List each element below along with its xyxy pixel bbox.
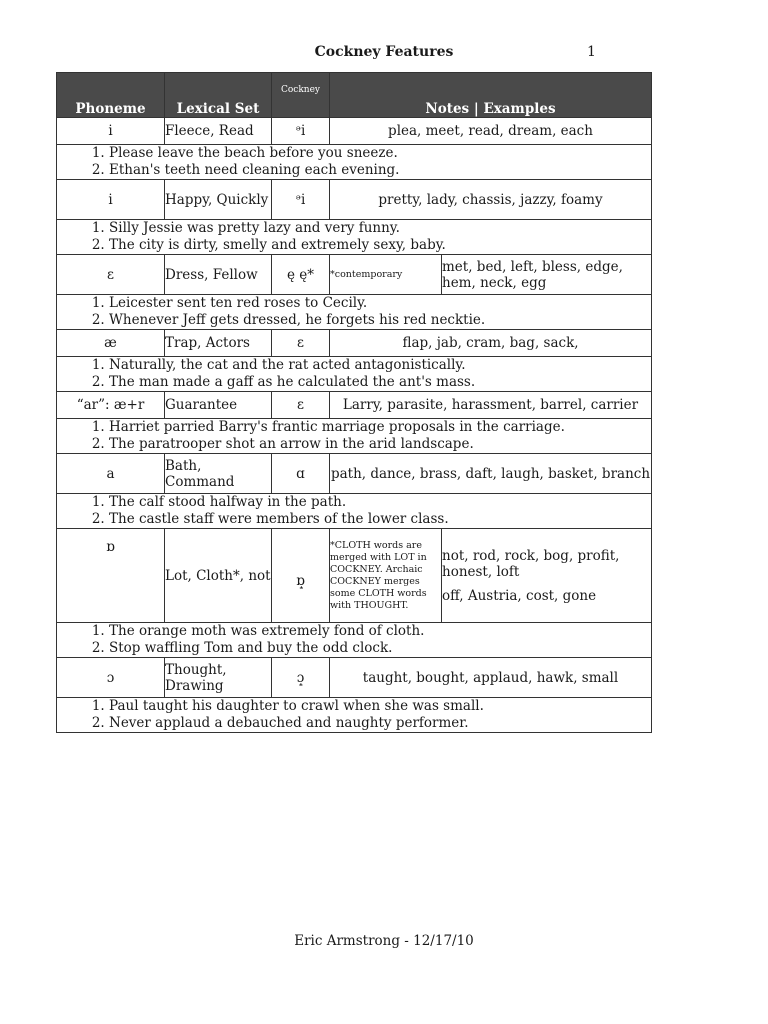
sentence-item: 1. The calf stood halfway in the path.: [109, 494, 651, 511]
sentence-item: 2. Ethan's teeth need cleaning each evening.: [109, 162, 651, 179]
lexical-set-cell: Lot, Cloth*, not: [165, 529, 272, 623]
sentence-item: 1. Harriet parried Barry's frantic marriage proposals in the carriage.: [109, 419, 651, 436]
sentences-row: [57, 419, 652, 454]
table-row: [57, 454, 652, 494]
sentences-row: [57, 295, 652, 330]
header-cockney: Cockney: [272, 73, 330, 118]
examples-cloth: off, Austria, cost, gone: [442, 587, 597, 604]
cockney-cell: ᵊi: [272, 180, 330, 220]
sentence-item: 2. The city is dirty, smelly and extremely sexy, baby.: [109, 237, 651, 254]
table-row: [57, 330, 652, 357]
sentence-item: 2. The paratrooper shot an arrow in the arid landscape.: [109, 436, 651, 453]
lexical-set-cell: Fleece, Read: [165, 118, 272, 145]
cockney-features-table: [56, 72, 652, 733]
phoneme-cell: ɔ: [57, 658, 165, 698]
sentence-item: 1. Leicester sent ten red roses to Cecily.: [109, 295, 651, 312]
lexical-set-cell: Dress, Fellow: [165, 255, 272, 295]
sentences-row: [57, 623, 652, 658]
table-row: [57, 529, 652, 623]
header-notes-examples: Notes | Examples: [330, 73, 652, 118]
examples-cell: Larry, parasite, harassment, barrel, carrier: [330, 392, 652, 419]
table-row: [57, 392, 652, 419]
cockney-cell: ɔ̝: [272, 658, 330, 698]
phoneme-cell: æ: [57, 330, 165, 357]
table-row: [57, 658, 652, 698]
lexical-set-cell: Guarantee: [165, 392, 272, 419]
phoneme-cell: i: [57, 118, 165, 145]
phoneme-cell: ɒ: [57, 529, 165, 623]
phoneme-cell: ɛ: [57, 255, 165, 295]
examples-cell: met, bed, left, bless, edge, hem, neck, egg: [442, 255, 652, 295]
table-row: [57, 118, 652, 145]
examples-lot: not, rod, rock, bog, profit, honest, loft: [442, 547, 620, 580]
lexical-set-cell: Happy, Quickly: [165, 180, 272, 220]
phoneme-cell: i: [57, 180, 165, 220]
header-phoneme: Phoneme: [57, 73, 165, 118]
table-header-row: [57, 73, 652, 118]
sentence-item: 2. The castle staff were members of the lower class.: [109, 511, 651, 528]
phoneme-cell: “ar”: æ+r: [57, 392, 165, 419]
cockney-cell: ᵊi: [272, 118, 330, 145]
examples-cell: path, dance, brass, daft, laugh, basket, branch: [330, 454, 652, 494]
examples-cell: plea, meet, read, dream, each: [330, 118, 652, 145]
sentence-item: 2. Stop waffling Tom and buy the odd clock.: [109, 640, 651, 657]
sentence-item: 1. Silly Jessie was pretty lazy and very funny.: [109, 220, 651, 237]
cockney-cell: ɑ: [272, 454, 330, 494]
sentence-item: 1. Paul taught his daughter to crawl when she was small.: [109, 698, 651, 715]
sentence-item: 2. Never applaud a debauched and naughty performer.: [109, 715, 651, 732]
cockney-cell: ɒ̝: [272, 529, 330, 623]
sentences-row: [57, 357, 652, 392]
sentences-row: [57, 220, 652, 255]
footer-author-date: Eric Armstrong - 12/17/10: [294, 933, 474, 949]
cockney-cell: ę ę*: [272, 255, 330, 295]
sentences-row: [57, 698, 652, 733]
lexical-set-cell: Thought, Drawing: [165, 658, 272, 698]
cockney-cell: ɛ: [272, 330, 330, 357]
examples-cell: flap, jab, cram, bag, sack,: [330, 330, 652, 357]
table-row: [57, 255, 652, 295]
examples-cell: pretty, lady, chassis, jazzy, foamy: [330, 180, 652, 220]
sentences-row: [57, 494, 652, 529]
sentence-item: 2. Whenever Jeff gets dressed, he forgets his red necktie.: [109, 312, 651, 329]
header-lexical-set: Lexical Set: [165, 73, 272, 118]
table-row: [57, 180, 652, 220]
sentences-row: [57, 145, 652, 180]
note-cell: *contemporary: [330, 255, 442, 295]
sentence-item: 1. The orange moth was extremely fond of cloth.: [109, 623, 651, 640]
examples-cell: taught, bought, applaud, hawk, small: [330, 658, 652, 698]
sentence-item: 1. Naturally, the cat and the rat acted antagonistically.: [109, 357, 651, 374]
phoneme-cell: a: [57, 454, 165, 494]
note-cell: *CLOTH words are merged with LOT in COCKNEY. Archaic COCKNEY merges some CLOTH words with THOUGHT.: [330, 529, 442, 623]
examples-cell: [442, 529, 652, 623]
document-title: Cockney Features: [314, 44, 454, 60]
lexical-set-cell: Trap, Actors: [165, 330, 272, 357]
sentence-item: 2. The man made a gaff as he calculated the ant's mass.: [109, 374, 651, 391]
page-number: 1: [587, 44, 596, 60]
lexical-set-cell: Bath, Command: [165, 454, 272, 494]
sentence-item: 1. Please leave the beach before you sneeze.: [109, 145, 651, 162]
cockney-cell: ɛ: [272, 392, 330, 419]
